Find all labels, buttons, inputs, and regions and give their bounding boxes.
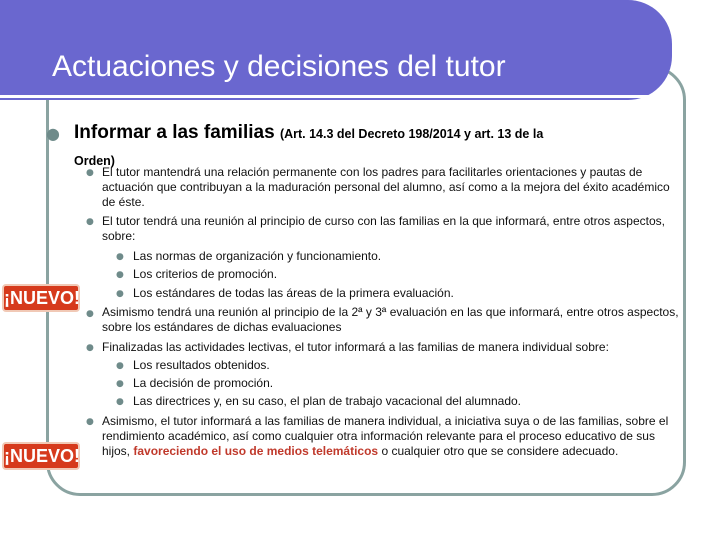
item-text-end: o cualquier otro que se considere adecuado. bbox=[381, 444, 619, 458]
list-item: El tutor tendrá una reunión al principio de curso con las familias en la que informará, entre otros aspectos, sobre: bbox=[102, 214, 665, 243]
sub-list-item: Los estándares de todas las áreas de la primera evaluación. bbox=[133, 286, 454, 300]
heading-reference-cont: Orden) bbox=[74, 154, 115, 168]
sub-list-item: Las normas de organización y funcionamiento. bbox=[133, 249, 382, 263]
sub-list-item: La decisión de promoción. bbox=[133, 376, 274, 390]
bullet-icon: ● bbox=[86, 309, 94, 319]
bullet-icon: ● bbox=[86, 168, 94, 178]
list-item bbox=[102, 414, 682, 459]
item-text: Asimismo, el tutor informará a las familias de manera individual, a iniciativa suya o de las familias, sobre el rendimiento académico, así como cualquier otra información relevante para el proceso educativo de sus hijos, bbox=[102, 414, 669, 458]
heading-reference: (Art. 14.3 del Decreto 198/2014 y art. 13 de la bbox=[279, 127, 544, 141]
list-item: Asimismo tendrá una reunión al principio de la 2ª y 3ª evaluación en las que informará, entre otros aspectos, sobre los estándares de dichas evaluaciones bbox=[102, 305, 679, 334]
list-item: El tutor mantendrá una relación permanente con los padres para facilitarles orientaciones y pautas de actuación que contribuyan a la maduración personal del alumno, así como a la mejora del éxito académico de éste. bbox=[102, 165, 670, 209]
list-item: Finalizadas las actividades lectivas, el tutor informará a las familias de manera individual sobre: bbox=[102, 340, 609, 354]
bullet-icon: ● bbox=[116, 270, 124, 280]
bullet-icon: ● bbox=[46, 124, 60, 143]
bullet-icon: ● bbox=[116, 397, 124, 407]
heading-main: Informar a las familias bbox=[74, 122, 275, 143]
bullet-icon: ● bbox=[116, 289, 124, 299]
bullet-icon: ● bbox=[86, 343, 94, 353]
highlighted-text: favoreciendo el uso de medios telemáticos bbox=[133, 444, 379, 458]
sub-list-item: Los resultados obtenidos. bbox=[133, 358, 270, 372]
new-badge: ¡NUEVO! bbox=[2, 442, 80, 470]
bullet-icon: ● bbox=[116, 361, 124, 371]
bullet-icon: ● bbox=[116, 379, 124, 389]
title-divider bbox=[0, 95, 668, 98]
new-badge: ¡NUEVO! bbox=[2, 284, 80, 312]
bullet-icon: ● bbox=[86, 417, 94, 427]
sub-list-item: Las directrices y, en su caso, el plan de trabajo vacacional del alumnado. bbox=[133, 394, 522, 408]
sub-list-item: Los criterios de promoción. bbox=[133, 267, 278, 281]
page-title: Actuaciones y decisiones del tutor bbox=[52, 50, 506, 83]
bullet-icon: ● bbox=[86, 217, 94, 227]
bullet-icon: ● bbox=[116, 252, 124, 262]
